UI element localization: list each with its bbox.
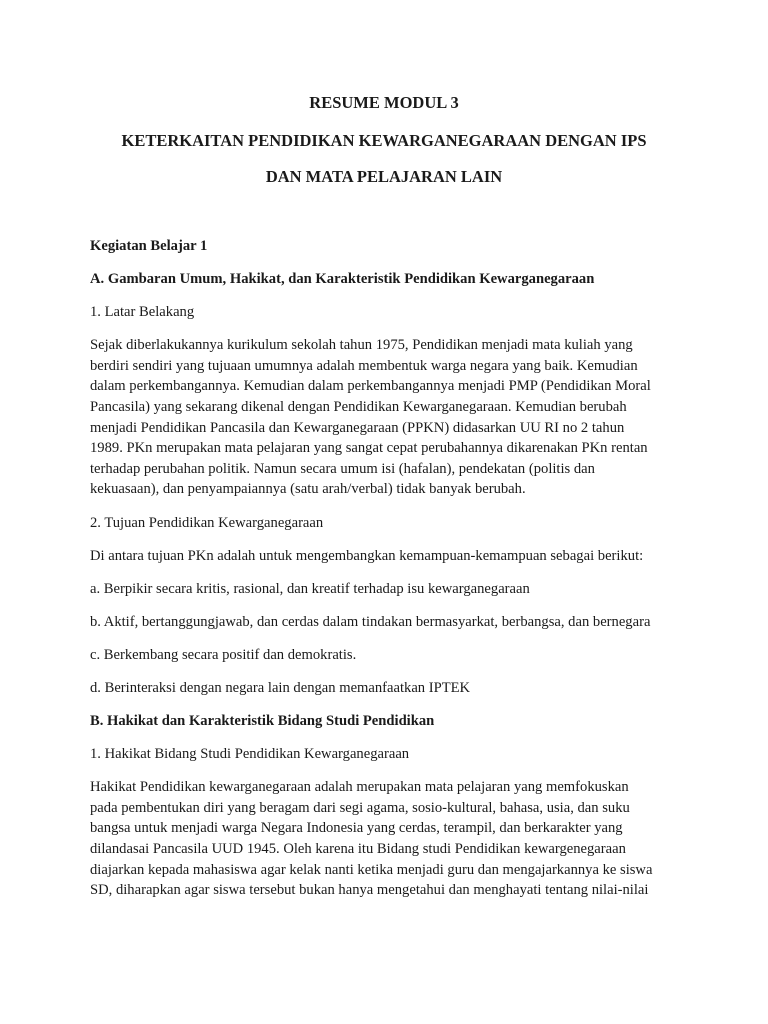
subheading-tujuan: 2. Tujuan Pendidikan Kewarganegaraan — [90, 514, 324, 531]
subheading-latar-belakang: 1. Latar Belakang — [90, 304, 195, 321]
list-item-tujuan-d: d. Berinteraksi dengan negara lain dengan memanfaatkan IPTEK — [90, 680, 471, 696]
kegiatan-heading: Kegiatan Belajar 1 — [90, 238, 208, 254]
title-line-1: RESUME MODUL 3 — [309, 93, 459, 112]
subheading-hakikat: 1. Hakikat Bidang Studi Pendidikan Kewarganegaraan — [90, 746, 410, 763]
paragraph-hakikat: Hakikat Pendidikan kewarganegaraan adalah merupakan mata pelajaran yang memfokuskan pada pembentukan diri yang beragam dari segi agama, sosio-kultural, bahasa, usia, dan suku bangsa untuk menjadi warga Negara Indonesia yang cerdas, terampil, dan berkarakter yang dilandasai Pancasila UUD 1945. Oleh karena itu Bidang studi Pendidikan kewargenegaraan diajarkan kepada mahasiswa agar kelak nanti ketika menjadi guru dan mengajarkannya ke siswa SD, diharapkan agar siswa tersebut bukan hanya mengetahui dan menghayati tentang nilai-nilai — [90, 779, 653, 899]
list-item-tujuan-a: a. Berpikir secara kritis, rasional, dan kreatif terhadap isu kewarganegaraan — [90, 580, 530, 597]
title-line-2: KETERKAITAN PENDIDIKAN KEWARGANEGARAAN DENGAN IPS — [121, 131, 647, 150]
section-a-heading: A. Gambaran Umum, Hakikat, dan Karakteristik Pendidikan Kewarganegaraan — [90, 271, 595, 288]
document-body — [90, 236, 690, 913]
paragraph-latar-belakang: Sejak diberlakukannya kurikulum sekolah tahun 1975, Pendidikan menjadi mata kuliah yang berdiri sendiri yang tujuaan umumnya adalah membentuk warga negara yang baik. Kemudian dalam perkembangannya. Kemudian dalam perkembangannya menjadi PMP (Pendidikan Moral Pancasila) yang sekarang dikenal dengan Pendidikan Kewarganegaraan. Kemudian berubah menjadi Pendidikan Pancasila dan Kewarganegaraan (PPKN) didasarkan UU RI no 2 tahun 1989. PKn merupakan mata pelajaran yang sangat cepat perubahannya dikarenakan PKn rentan terhadap perubahan politik. Namun secara umum isi (hafalan), pendekatan (politis dan kekuasaan), dan penyampaiannya (satu arah/verbal) tidak banyak berubah. — [90, 337, 651, 498]
title-line-3: DAN MATA PELAJARAN LAIN — [265, 167, 503, 186]
list-item-tujuan-b: b. Aktif, bertanggungjawab, dan cerdas dalam tindakan bermasyarkat, berbangsa, dan bernegara — [90, 613, 651, 630]
list-item-tujuan-c: c. Berkembang secara positif dan demokratis. — [90, 646, 357, 663]
section-b-heading: B. Hakikat dan Karakteristik Bidang Studi Pendidikan — [90, 713, 435, 730]
tujuan-intro: Di antara tujuan PKn adalah untuk mengembangkan kemampuan-kemampuan sebagai berikut: — [90, 547, 644, 564]
